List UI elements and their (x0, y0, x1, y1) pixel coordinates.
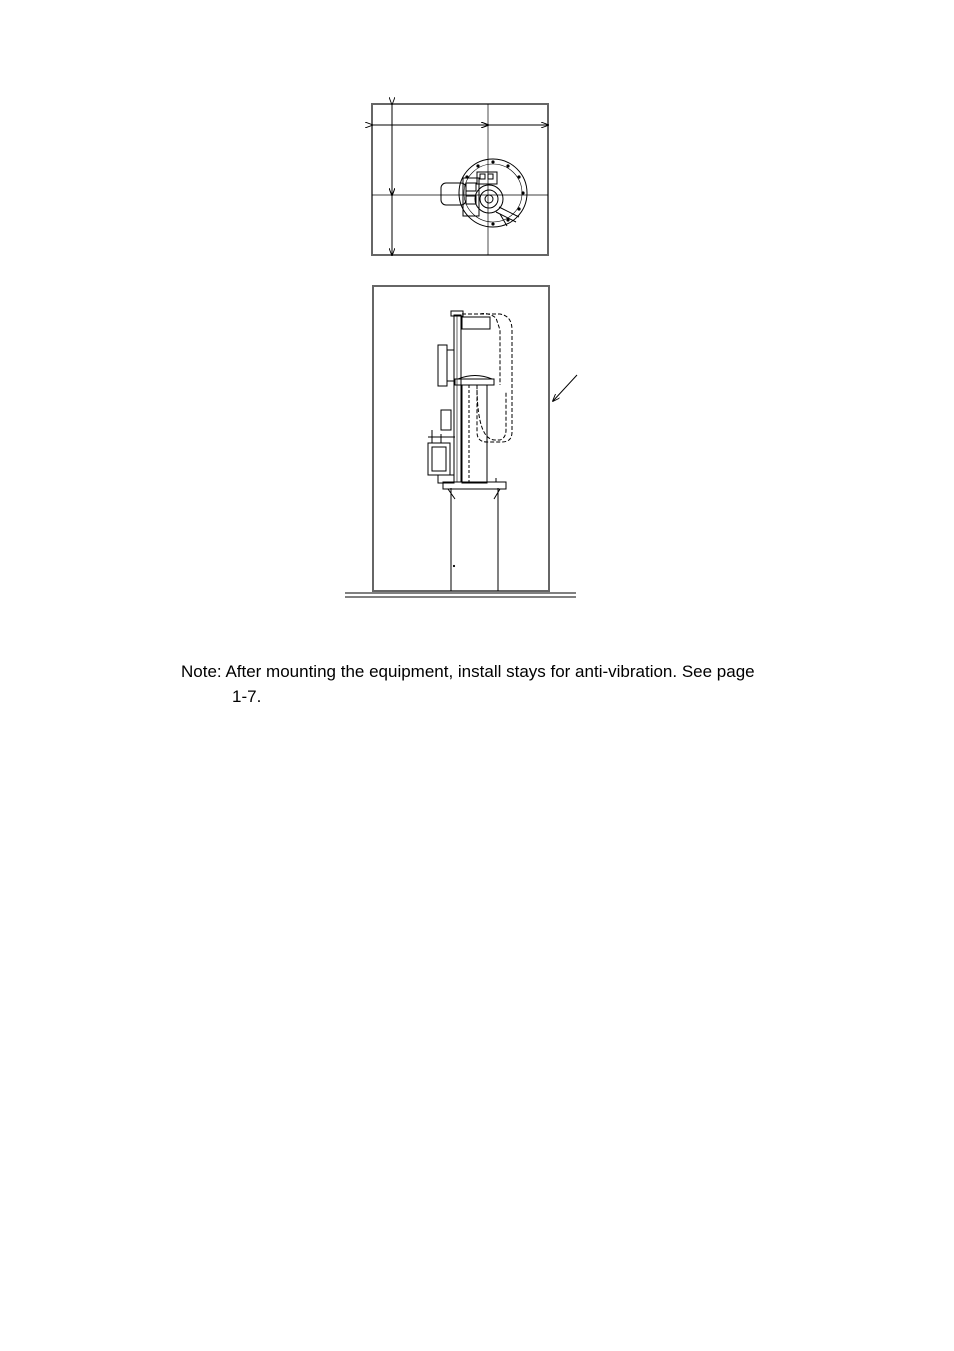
floor-line (345, 593, 576, 597)
note-first-line (181, 659, 821, 684)
installation-note (181, 659, 821, 709)
side-view-drawing (373, 286, 577, 591)
top-view-drawing (372, 104, 548, 255)
note-prefix: Note: (181, 662, 222, 681)
note-text: After mounting the equipment, install stays for anti-vibration. See page (225, 662, 755, 681)
note-continuation: 1-7. (232, 687, 262, 706)
